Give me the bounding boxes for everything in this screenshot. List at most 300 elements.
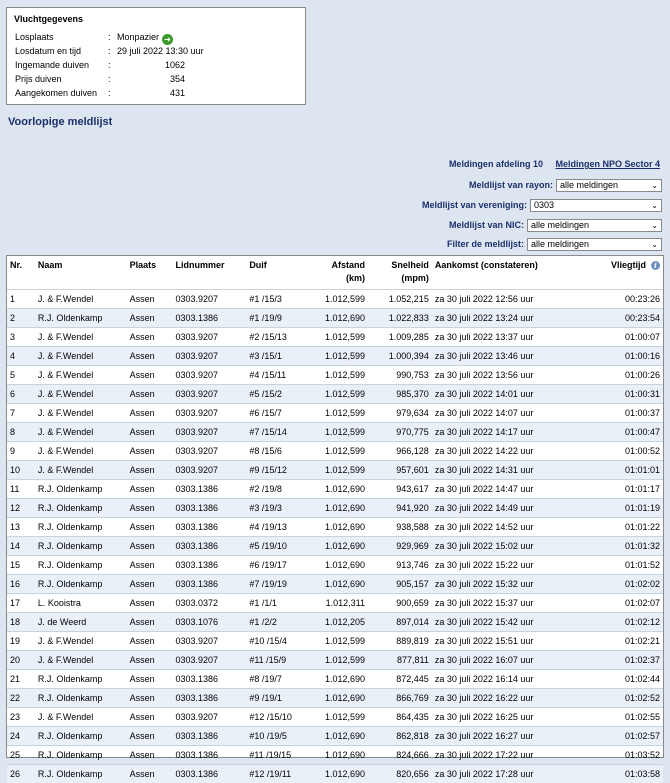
cell-plaats: Assen	[127, 632, 173, 651]
cell-duif: #7 /15/14	[246, 423, 306, 442]
cell-aankomst: za 30 juli 2022 14:22 uur	[432, 442, 570, 461]
cell-duif: #7 /19/19	[246, 575, 306, 594]
cell-duif: #8 /15/6	[246, 442, 306, 461]
cell-duif: #2 /19/8	[246, 480, 306, 499]
cell-aankomst: za 30 juli 2022 16:22 uur	[432, 689, 570, 708]
cell-snelheid: 1.009,285	[368, 328, 432, 347]
table-row	[7, 632, 663, 651]
cell-snelheid: 866,769	[368, 689, 432, 708]
cell-duif: #12 /19/11	[246, 765, 306, 783]
cell-lidnummer: 0303.1386	[173, 670, 247, 689]
table-row	[7, 385, 663, 404]
cell-nr: 17	[7, 594, 35, 613]
cell-aankomst: za 30 juli 2022 14:31 uur	[432, 461, 570, 480]
cell-nr: 9	[7, 442, 35, 461]
cell-nr: 15	[7, 556, 35, 575]
meldingen-afdeling-label: Meldingen afdeling 10	[449, 159, 543, 169]
cell-vliegtijd: 01:00:31	[569, 385, 663, 404]
cell-nr: 18	[7, 613, 35, 632]
chevron-down-icon: ⌄	[651, 180, 658, 191]
chevron-down-icon: ⌄	[651, 200, 658, 211]
table-row	[7, 594, 663, 613]
table-row	[7, 290, 663, 309]
cell-vliegtijd: 00:23:26	[569, 290, 663, 309]
cell-duif: #6 /19/17	[246, 556, 306, 575]
cell-aankomst: za 30 juli 2022 14:52 uur	[432, 518, 570, 537]
cell-plaats: Assen	[127, 328, 173, 347]
cell-afstand: 1.012,690	[306, 499, 368, 518]
cell-snelheid: 877,811	[368, 651, 432, 670]
cell-afstand: 1.012,690	[306, 575, 368, 594]
cell-plaats: Assen	[127, 442, 173, 461]
cell-aankomst: za 30 juli 2022 14:01 uur	[432, 385, 570, 404]
cell-aankomst: za 30 juli 2022 17:28 uur	[432, 765, 570, 783]
cell-snelheid: 889,819	[368, 632, 432, 651]
cell-vliegtijd: 00:23:54	[569, 309, 663, 328]
cell-aankomst: za 30 juli 2022 14:17 uur	[432, 423, 570, 442]
cell-vliegtijd: 01:02:44	[569, 670, 663, 689]
cell-snelheid: 979,634	[368, 404, 432, 423]
cell-afstand: 1.012,205	[306, 613, 368, 632]
cell-naam: J. & F.Wendel	[35, 385, 127, 404]
col-plaats: Plaats	[127, 256, 173, 290]
cell-snelheid: 970,775	[368, 423, 432, 442]
filter-vereniging: Meldlijst van vereniging: 0303 ⌄	[422, 198, 662, 212]
losplaats-value: Monpazier	[117, 32, 159, 42]
cell-afstand: 1.012,599	[306, 347, 368, 366]
cell-plaats: Assen	[127, 708, 173, 727]
cell-nr: 22	[7, 689, 35, 708]
cell-nr: 25	[7, 746, 35, 765]
table-row	[7, 366, 663, 385]
cell-snelheid: 824,666	[368, 746, 432, 765]
cell-lidnummer: 0303.1386	[173, 537, 247, 556]
cell-afstand: 1.012,599	[306, 385, 368, 404]
cell-aankomst: za 30 juli 2022 16:25 uur	[432, 708, 570, 727]
cell-naam: R.J. Oldenkamp	[35, 518, 127, 537]
ingemande-value: 1062	[117, 58, 185, 72]
cell-vliegtijd: 01:02:37	[569, 651, 663, 670]
col-vliegtijd: Vliegtijd i	[569, 256, 663, 290]
cell-nr: 2	[7, 309, 35, 328]
cell-plaats: Assen	[127, 385, 173, 404]
cell-plaats: Assen	[127, 651, 173, 670]
cell-lidnummer: 0303.1386	[173, 480, 247, 499]
cell-nr: 13	[7, 518, 35, 537]
cell-plaats: Assen	[127, 480, 173, 499]
cell-duif: #11 /15/9	[246, 651, 306, 670]
col-afstand: Afstand (km)	[306, 256, 368, 290]
cell-lidnummer: 0303.9207	[173, 442, 247, 461]
table-row	[7, 423, 663, 442]
cell-snelheid: 913,746	[368, 556, 432, 575]
cell-lidnummer: 0303.9207	[173, 632, 247, 651]
cell-aankomst: za 30 juli 2022 13:46 uur	[432, 347, 570, 366]
cell-aankomst: za 30 juli 2022 14:49 uur	[432, 499, 570, 518]
cell-naam: R.J. Oldenkamp	[35, 537, 127, 556]
table-row	[7, 404, 663, 423]
table-row	[7, 518, 663, 537]
cell-naam: R.J. Oldenkamp	[35, 499, 127, 518]
cell-afstand: 1.012,599	[306, 442, 368, 461]
cell-naam: R.J. Oldenkamp	[35, 746, 127, 765]
cell-plaats: Assen	[127, 499, 173, 518]
cell-duif: #12 /15/10	[246, 708, 306, 727]
cell-duif: #9 /19/1	[246, 689, 306, 708]
cell-snelheid: 1.022,833	[368, 309, 432, 328]
green-arrow-icon[interactable]: ➜	[162, 34, 173, 45]
cell-aankomst: za 30 juli 2022 16:07 uur	[432, 651, 570, 670]
cell-afstand: 1.012,690	[306, 537, 368, 556]
cell-aankomst: za 30 juli 2022 15:02 uur	[432, 537, 570, 556]
cell-vliegtijd: 01:00:37	[569, 404, 663, 423]
col-naam: Naam	[35, 256, 127, 290]
cell-duif: #1 /19/9	[246, 309, 306, 328]
cell-snelheid: 1.000,394	[368, 347, 432, 366]
cell-vliegtijd: 01:00:52	[569, 442, 663, 461]
cell-vliegtijd: 01:02:21	[569, 632, 663, 651]
vereniging-select[interactable]: 0303 ⌄	[530, 199, 662, 212]
results-table	[7, 256, 663, 783]
cell-snelheid: 941,920	[368, 499, 432, 518]
cell-nr: 4	[7, 347, 35, 366]
cell-naam: R.J. Oldenkamp	[35, 575, 127, 594]
table-row	[7, 746, 663, 765]
table-row	[7, 480, 663, 499]
cell-lidnummer: 0303.9207	[173, 423, 247, 442]
cell-plaats: Assen	[127, 309, 173, 328]
cell-snelheid: 938,588	[368, 518, 432, 537]
cell-aankomst: za 30 juli 2022 17:22 uur	[432, 746, 570, 765]
cell-afstand: 1.012,690	[306, 727, 368, 746]
table-row	[7, 537, 663, 556]
cell-plaats: Assen	[127, 613, 173, 632]
cell-snelheid: 1.052,215	[368, 290, 432, 309]
cell-nr: 5	[7, 366, 35, 385]
cell-aankomst: za 30 juli 2022 14:47 uur	[432, 480, 570, 499]
cell-vliegtijd: 01:02:55	[569, 708, 663, 727]
cell-aankomst: za 30 juli 2022 13:56 uur	[432, 366, 570, 385]
cell-naam: J. & F.Wendel	[35, 347, 127, 366]
cell-afstand: 1.012,311	[306, 594, 368, 613]
cell-nr: 3	[7, 328, 35, 347]
table-row	[7, 613, 663, 632]
cell-plaats: Assen	[127, 727, 173, 746]
cell-plaats: Assen	[127, 575, 173, 594]
cell-vliegtijd: 01:01:52	[569, 556, 663, 575]
cell-duif: #11 /19/15	[246, 746, 306, 765]
cell-aankomst: za 30 juli 2022 15:42 uur	[432, 613, 570, 632]
cell-naam: J. de Weerd	[35, 613, 127, 632]
cell-lidnummer: 0303.1386	[173, 727, 247, 746]
cell-vliegtijd: 01:01:01	[569, 461, 663, 480]
cell-vliegtijd: 01:01:22	[569, 518, 663, 537]
cell-lidnummer: 0303.0372	[173, 594, 247, 613]
cell-nr: 19	[7, 632, 35, 651]
cell-plaats: Assen	[127, 404, 173, 423]
col-duif: Duif	[246, 256, 306, 290]
cell-lidnummer: 0303.1386	[173, 309, 247, 328]
cell-snelheid: 957,601	[368, 461, 432, 480]
cell-duif: #2 /15/13	[246, 328, 306, 347]
cell-vliegtijd: 01:02:12	[569, 613, 663, 632]
cell-snelheid: 820,656	[368, 765, 432, 783]
cell-duif: #1 /1/1	[246, 594, 306, 613]
flight-row-losdatum: Losdatum en tijd : 29 juli 2022 13:30 uur	[14, 44, 298, 58]
cell-duif: #1 /15/3	[246, 290, 306, 309]
table-row	[7, 727, 663, 746]
cell-lidnummer: 0303.1386	[173, 499, 247, 518]
table-row	[7, 461, 663, 480]
cell-afstand: 1.012,599	[306, 632, 368, 651]
table-row	[7, 765, 663, 783]
cell-plaats: Assen	[127, 290, 173, 309]
nic-select[interactable]: alle meldingen ⌄	[527, 219, 662, 232]
cell-plaats: Assen	[127, 461, 173, 480]
cell-plaats: Assen	[127, 366, 173, 385]
cell-snelheid: 862,818	[368, 727, 432, 746]
cell-lidnummer: 0303.9207	[173, 385, 247, 404]
table-row	[7, 670, 663, 689]
rayon-select[interactable]: alle meldingen ⌄	[556, 179, 662, 192]
cell-duif: #5 /19/10	[246, 537, 306, 556]
flight-row-aangekomen: Aangekomen duiven : 431	[14, 86, 298, 100]
cell-aankomst: za 30 juli 2022 15:22 uur	[432, 556, 570, 575]
cell-duif: #8 /19/7	[246, 670, 306, 689]
cell-afstand: 1.012,690	[306, 689, 368, 708]
cell-afstand: 1.012,599	[306, 708, 368, 727]
cell-vliegtijd: 01:00:07	[569, 328, 663, 347]
cell-nr: 14	[7, 537, 35, 556]
cell-aankomst: za 30 juli 2022 14:07 uur	[432, 404, 570, 423]
table-row	[7, 499, 663, 518]
flight-info-title: Vluchtgegevens	[14, 14, 298, 24]
cell-naam: J. & F.Wendel	[35, 290, 127, 309]
table-row	[7, 708, 663, 727]
filter-nic: Meldlijst van NIC: alle meldingen ⌄	[449, 218, 662, 232]
cell-lidnummer: 0303.1386	[173, 556, 247, 575]
cell-lidnummer: 0303.9207	[173, 651, 247, 670]
cell-afstand: 1.012,599	[306, 651, 368, 670]
cell-afstand: 1.012,599	[306, 290, 368, 309]
cell-afstand: 1.012,599	[306, 328, 368, 347]
cell-naam: R.J. Oldenkamp	[35, 480, 127, 499]
cell-naam: R.J. Oldenkamp	[35, 689, 127, 708]
cell-naam: R.J. Oldenkamp	[35, 309, 127, 328]
cell-lidnummer: 0303.1386	[173, 518, 247, 537]
cell-naam: R.J. Oldenkamp	[35, 670, 127, 689]
cell-nr: 24	[7, 727, 35, 746]
cell-vliegtijd: 01:00:47	[569, 423, 663, 442]
results-table-container	[6, 255, 664, 758]
cell-duif: #5 /15/2	[246, 385, 306, 404]
cell-naam: R.J. Oldenkamp	[35, 765, 127, 783]
cell-vliegtijd: 01:01:17	[569, 480, 663, 499]
cell-duif: #6 /15/7	[246, 404, 306, 423]
cell-afstand: 1.012,690	[306, 765, 368, 783]
cell-vliegtijd: 01:02:57	[569, 727, 663, 746]
info-icon[interactable]: i	[651, 261, 660, 270]
cell-afstand: 1.012,690	[306, 480, 368, 499]
cell-naam: L. Kooistra	[35, 594, 127, 613]
chevron-down-icon: ⌄	[651, 239, 658, 250]
cell-afstand: 1.012,599	[306, 366, 368, 385]
prijs-value: 354	[117, 72, 185, 86]
table-row	[7, 575, 663, 594]
cell-aankomst: za 30 juli 2022 16:14 uur	[432, 670, 570, 689]
cell-nr: 16	[7, 575, 35, 594]
cell-plaats: Assen	[127, 556, 173, 575]
table-row	[7, 309, 663, 328]
cell-nr: 8	[7, 423, 35, 442]
cell-lidnummer: 0303.1386	[173, 575, 247, 594]
table-header-row	[7, 256, 663, 290]
cell-duif: #4 /19/13	[246, 518, 306, 537]
cell-lidnummer: 0303.1386	[173, 746, 247, 765]
cell-duif: #3 /19/3	[246, 499, 306, 518]
meldingen-links	[449, 159, 660, 169]
cell-nr: 12	[7, 499, 35, 518]
cell-naam: J. & F.Wendel	[35, 423, 127, 442]
cell-duif: #10 /19/5	[246, 727, 306, 746]
cell-naam: J. & F.Wendel	[35, 651, 127, 670]
cell-vliegtijd: 01:02:07	[569, 594, 663, 613]
cell-duif: #3 /15/1	[246, 347, 306, 366]
cell-nr: 11	[7, 480, 35, 499]
cell-lidnummer: 0303.9207	[173, 328, 247, 347]
cell-afstand: 1.012,599	[306, 404, 368, 423]
table-row	[7, 347, 663, 366]
cell-plaats: Assen	[127, 670, 173, 689]
cell-afstand: 1.012,690	[306, 518, 368, 537]
cell-lidnummer: 0303.9207	[173, 708, 247, 727]
aangekomen-value: 431	[117, 86, 185, 100]
cell-vliegtijd: 01:00:26	[569, 366, 663, 385]
cell-snelheid: 900,659	[368, 594, 432, 613]
cell-afstand: 1.012,690	[306, 670, 368, 689]
flight-row-ingemande: Ingemande duiven : 1062	[14, 58, 298, 72]
col-lidnummer: Lidnummer	[173, 256, 247, 290]
cell-snelheid: 872,445	[368, 670, 432, 689]
cell-lidnummer: 0303.9207	[173, 461, 247, 480]
cell-afstand: 1.012,690	[306, 309, 368, 328]
cell-aankomst: za 30 juli 2022 16:27 uur	[432, 727, 570, 746]
cell-vliegtijd: 01:01:32	[569, 537, 663, 556]
cell-plaats: Assen	[127, 765, 173, 783]
cell-afstand: 1.012,690	[306, 556, 368, 575]
cell-aankomst: za 30 juli 2022 13:37 uur	[432, 328, 570, 347]
cell-naam: J. & F.Wendel	[35, 442, 127, 461]
cell-plaats: Assen	[127, 537, 173, 556]
cell-vliegtijd: 01:00:16	[569, 347, 663, 366]
cell-nr: 10	[7, 461, 35, 480]
col-aankomst: Aankomst (constateren)	[432, 256, 570, 290]
table-row	[7, 442, 663, 461]
losdatum-value: 29 juli 2022 13:30 uur	[117, 44, 204, 58]
cell-afstand: 1.012,690	[306, 746, 368, 765]
cell-snelheid: 929,969	[368, 537, 432, 556]
col-snelheid: Snelheid (mpm)	[368, 256, 432, 290]
cell-vliegtijd: 01:03:52	[569, 746, 663, 765]
flight-info-panel	[6, 7, 306, 105]
cell-plaats: Assen	[127, 746, 173, 765]
cell-naam: R.J. Oldenkamp	[35, 727, 127, 746]
cell-vliegtijd: 01:01:19	[569, 499, 663, 518]
filter-meldlijst: Filter de meldlijst: alle meldingen ⌄	[447, 237, 662, 251]
cell-lidnummer: 0303.9207	[173, 347, 247, 366]
cell-afstand: 1.012,599	[306, 461, 368, 480]
cell-snelheid: 897,014	[368, 613, 432, 632]
cell-plaats: Assen	[127, 518, 173, 537]
cell-aankomst: za 30 juli 2022 13:24 uur	[432, 309, 570, 328]
filter-rayon: Meldlijst van rayon: alle meldingen ⌄	[469, 178, 662, 192]
cell-aankomst: za 30 juli 2022 15:51 uur	[432, 632, 570, 651]
cell-vliegtijd: 01:02:52	[569, 689, 663, 708]
cell-plaats: Assen	[127, 347, 173, 366]
cell-vliegtijd: 01:02:02	[569, 575, 663, 594]
cell-nr: 1	[7, 290, 35, 309]
cell-lidnummer: 0303.1076	[173, 613, 247, 632]
flight-row-losplaats: Losplaats : Monpazier ➜	[14, 30, 298, 44]
cell-duif: #4 /15/11	[246, 366, 306, 385]
cell-lidnummer: 0303.9207	[173, 290, 247, 309]
cell-vliegtijd: 01:03:58	[569, 765, 663, 783]
table-row	[7, 556, 663, 575]
table-row	[7, 328, 663, 347]
cell-nr: 20	[7, 651, 35, 670]
cell-naam: J. & F.Wendel	[35, 404, 127, 423]
meldingen-npo-link[interactable]: Meldingen NPO Sector 4	[555, 159, 660, 169]
cell-duif: #10 /15/4	[246, 632, 306, 651]
cell-snelheid: 864,435	[368, 708, 432, 727]
cell-naam: J. & F.Wendel	[35, 461, 127, 480]
page-title: Voorlopige meldlijst	[8, 116, 112, 128]
cell-naam: J. & F.Wendel	[35, 366, 127, 385]
table-row	[7, 651, 663, 670]
cell-snelheid: 943,617	[368, 480, 432, 499]
cell-nr: 23	[7, 708, 35, 727]
cell-snelheid: 966,128	[368, 442, 432, 461]
cell-snelheid: 985,370	[368, 385, 432, 404]
cell-aankomst: za 30 juli 2022 12:56 uur	[432, 290, 570, 309]
cell-plaats: Assen	[127, 689, 173, 708]
cell-lidnummer: 0303.1386	[173, 765, 247, 783]
cell-afstand: 1.012,599	[306, 423, 368, 442]
cell-duif: #1 /2/2	[246, 613, 306, 632]
cell-plaats: Assen	[127, 594, 173, 613]
meldlijst-filter-select[interactable]: alle meldingen ⌄	[527, 238, 662, 251]
chevron-down-icon: ⌄	[651, 220, 658, 231]
cell-naam: J. & F.Wendel	[35, 632, 127, 651]
cell-aankomst: za 30 juli 2022 15:32 uur	[432, 575, 570, 594]
table-row	[7, 689, 663, 708]
cell-snelheid: 990,753	[368, 366, 432, 385]
cell-nr: 7	[7, 404, 35, 423]
cell-aankomst: za 30 juli 2022 15:37 uur	[432, 594, 570, 613]
cell-lidnummer: 0303.9207	[173, 404, 247, 423]
cell-naam: R.J. Oldenkamp	[35, 556, 127, 575]
cell-naam: J. & F.Wendel	[35, 708, 127, 727]
cell-lidnummer: 0303.1386	[173, 689, 247, 708]
cell-nr: 21	[7, 670, 35, 689]
cell-lidnummer: 0303.9207	[173, 366, 247, 385]
col-nr: Nr.	[7, 256, 35, 290]
flight-row-prijs: Prijs duiven : 354	[14, 72, 298, 86]
cell-duif: #9 /15/12	[246, 461, 306, 480]
cell-nr: 6	[7, 385, 35, 404]
cell-naam: J. & F.Wendel	[35, 328, 127, 347]
cell-nr: 26	[7, 765, 35, 783]
